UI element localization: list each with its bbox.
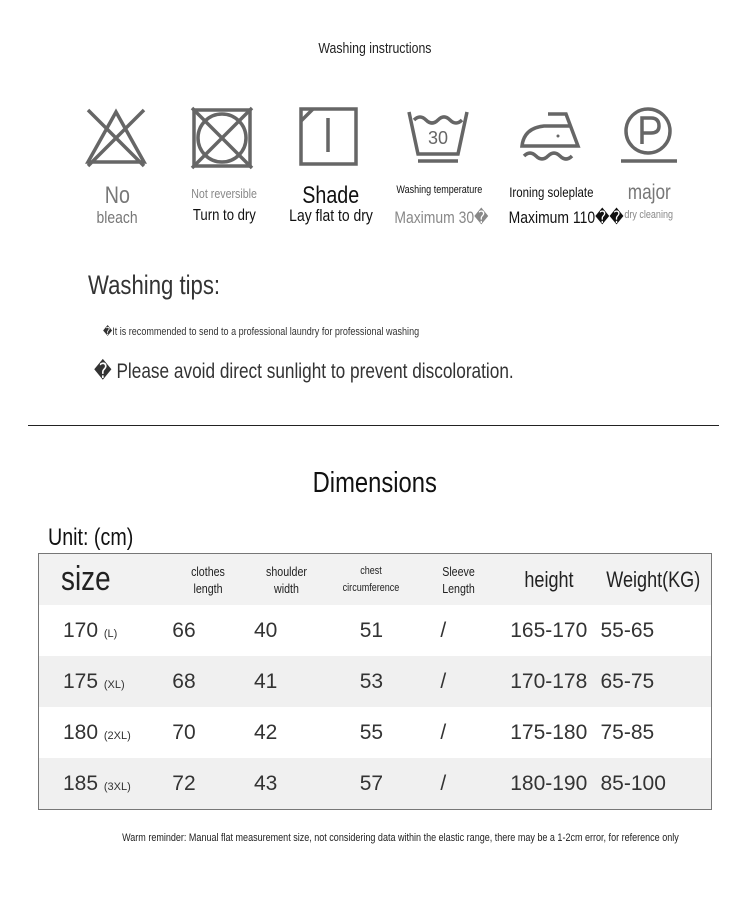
dimensions-title: Dimensions <box>312 467 438 499</box>
size-tag: (L) <box>103 627 118 640</box>
size-cell: 185 (3XL) <box>39 758 169 810</box>
height-cell: 180-190 <box>501 758 596 810</box>
weight-cell: 85-100 <box>596 758 711 810</box>
size-table <box>38 553 712 810</box>
unit-label: Unit: (cm) <box>48 524 134 551</box>
tip-1: �It is recommended to send to a professional laundry for professional washing <box>103 326 420 338</box>
height-cell: 170-178 <box>501 656 596 707</box>
iron-sub: Maximum 110�� <box>508 208 624 227</box>
no-bleach-label: No <box>104 182 130 209</box>
weight-cell: 55-65 <box>600 618 655 642</box>
table-header <box>39 554 712 606</box>
dry-flat-in-shade-icon <box>298 106 360 168</box>
size-tag: (3XL) <box>103 780 131 793</box>
shoulder-cell: 43 <box>247 758 326 810</box>
wash-temp-label: Washing temperature <box>396 184 482 196</box>
table-row <box>39 605 712 656</box>
shade-label: Shade <box>302 182 360 209</box>
height-cell: 165-170 <box>510 618 588 642</box>
iron-label: Ironing soleplate <box>508 184 594 200</box>
table-row <box>39 707 712 758</box>
tumble-label: Not reversible <box>191 186 257 201</box>
no-bleach-sub: bleach <box>96 208 138 227</box>
header-size: size <box>39 554 169 606</box>
warm-reminder: Warm reminder: Manual flat measurement size, not considering data within the elastic range, there may be a 1-2cm error, for reference only <box>121 832 679 844</box>
tip-2: � Please avoid direct sunlight to prevent discoloration. <box>94 360 514 383</box>
wash-temp-sub: Maximum 30� <box>394 208 489 227</box>
sleeve-cell: / <box>416 758 501 810</box>
weight-cell: 75-85 <box>600 720 655 744</box>
length-cell: 68 <box>168 656 247 707</box>
washing-title: Washing instructions <box>318 40 432 57</box>
height-cell: 175-180 <box>510 720 588 744</box>
header-shoulder: shoulder width <box>247 554 326 606</box>
size-cell: 170 (L) <box>63 618 118 642</box>
dry-clean-p-icon <box>618 106 680 166</box>
shoulder-cell: 41 <box>247 656 326 707</box>
tips-title: Washing tips: <box>88 270 221 300</box>
header-length: clothes length <box>168 554 247 606</box>
chest-cell: 51 <box>359 618 384 642</box>
shade-sub: Lay flat to dry <box>289 206 373 225</box>
chest-cell: 57 <box>326 758 416 810</box>
sleeve-cell: / <box>440 720 447 744</box>
size-tag: (2XL) <box>103 729 131 742</box>
dry-clean-label: major <box>627 181 671 204</box>
header-chest: chest circumference <box>326 554 416 606</box>
wash-30-icon <box>406 108 472 168</box>
size-cell: 175 (XL) <box>39 656 169 707</box>
size-cell: 180 (2XL) <box>63 720 131 744</box>
size-tag: (XL) <box>103 678 125 691</box>
header-sleeve: Sleeve Length <box>416 554 501 606</box>
table-row <box>39 758 712 810</box>
no-bleach-icon <box>84 106 148 170</box>
divider <box>28 425 719 426</box>
shoulder-cell: 40 <box>253 618 278 642</box>
no-tumble-dry-icon <box>190 104 254 170</box>
dry-clean-sub: dry cleaning <box>624 209 674 221</box>
iron-icon <box>516 110 582 166</box>
shoulder-cell: 42 <box>253 720 278 744</box>
sleeve-cell: / <box>440 618 447 642</box>
svg-text:30: 30 <box>427 128 449 148</box>
chest-cell: 55 <box>359 720 384 744</box>
length-cell: 72 <box>168 758 247 810</box>
header-weight: Weight(KG) <box>596 554 711 606</box>
length-cell: 66 <box>172 618 196 642</box>
chest-cell: 53 <box>326 656 416 707</box>
weight-cell: 65-75 <box>596 656 711 707</box>
table-row <box>39 656 712 707</box>
tumble-sub: Turn to dry <box>192 207 256 224</box>
sleeve-cell: / <box>416 656 501 707</box>
length-cell: 70 <box>172 720 196 744</box>
header-height: height <box>501 554 596 606</box>
